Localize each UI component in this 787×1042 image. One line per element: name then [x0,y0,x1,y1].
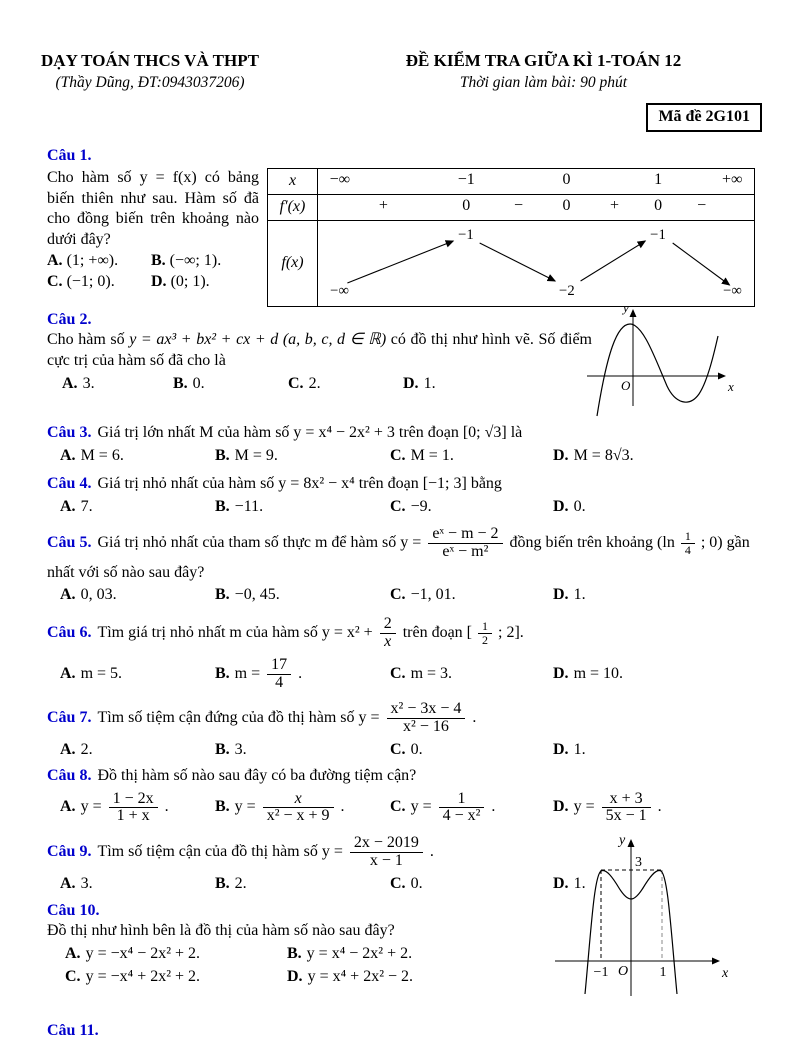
question-1-label: Câu 1. [47,147,92,165]
exam-code-row [0,103,787,132]
question-5-text-line2: nhất với số nào sau đây? [47,563,205,581]
y-axis-label: y [623,300,629,315]
question-4-text-row [47,474,755,495]
question-7 [47,699,755,760]
exam-code-box: Mã đề 2G101 [646,103,762,132]
question-8-text: Đồ thị hàm số nào sau đây có ba đường tiệm cận? [97,766,417,784]
question-8-options: A. y = $\frac{1 - 2x}{1 + x}$ . B. y = $\frac{x}{\text{x² − x + 9}}$ . C. y = $\frac{1}{\text{4 − x²}}$ . D. y = $\frac{x + 3}{5x - 1}$ . [60,789,662,825]
question-6-text-row: Câu 6. Tìm giá trị nhỏ nhất m của hàm số y = x² + $\frac{2}{x}$ trên đoạn [ $\frac{1}{2}$ ; 2]. [47,615,524,650]
exam-title: ĐỀ KIỂM TRA GIỮA KÌ 1-TOÁN 12 [405,51,682,70]
question-10-options: A. y = −x⁴ − 2x² + 2. B. y = x⁴ − 2x² + 2. C. y = −x⁴ + 2x² + 2. D. y = x⁴ + 2x² − 2. [65,945,414,985]
question-2-label: Câu 2. [47,310,92,328]
increase-arrow [347,241,453,283]
question-1-text: Cho hàm số y = f(x) có bảng biến thiên như sau. Hàm số đã cho đồng biến trên khoảng nào dưới đây? [47,168,259,249]
question-10-label: Câu 10. [47,901,100,919]
decrease-arrow [480,243,555,281]
cubic-graph [585,298,740,410]
max-value-label: 3 [635,855,642,870]
table-row-x-values: −∞ −1 0 1 +∞ [318,169,754,195]
question-7-options: A. 2. B. 3. C. 0. D. 1. [60,740,586,758]
question-5-options: A. 0, 03. B. −0, 45. C. −1, 01. D. 1. [60,586,586,604]
question-6-label: Câu 6. [47,624,92,642]
header-left [0,50,300,93]
question-5 [47,524,755,606]
question-8-label: Câu 8. [47,766,92,784]
question-7-text-row: Câu 7. Tìm số tiệm cận đứng của đồ thị hàm số y = $\frac{\text{x² − 3x − 4}}{\text{x² − 16}}$ . [47,700,477,736]
question-9-label: Câu 9. [47,843,92,861]
origin-label: O [621,378,631,393]
limit-value: −∞ [723,282,742,299]
question-10 [47,901,547,988]
variation-arrows-svg [318,221,754,299]
x-axis-label: x [722,966,729,981]
local-min-value: −2 [559,282,575,299]
x-tick-neg1: −1 [593,965,609,980]
question-9-options: A. 3. B. 2. C. 0. D. 1. [60,874,586,892]
cut-off-line [47,1021,737,1039]
question-3-text-row [47,423,755,444]
question-4-options: A. 7. B. −11. C. −9. D. 0. [60,498,586,516]
cut-off-question-label: Câu 11. [47,1022,99,1039]
table-row-f-diagram [318,221,754,306]
question-2-text: Cho hàm số y = ax³ + bx² + cx + d (a, b, c, d ∈ ℝ) có đồ thị như hình vẽ. Số điểm cực trị của hàm số đã cho là [47,331,597,370]
question-3-label: Câu 3. [47,423,92,441]
local-max-value: −1 [458,226,474,243]
table-row-fprime-label: f′(x) [268,195,318,221]
question-4-text: Giá trị nhỏ nhất của hàm số y = 8x² − x⁴ trên đoạn [−1; 3] bằng [97,475,502,493]
question-4-label: Câu 4. [47,475,92,493]
increase-arrow [581,241,646,281]
fraction: $\frac{2x - 2019}{x - 1}$ [350,835,423,870]
fraction: $\frac{2}{x}$ [380,616,396,651]
question-3 [47,423,755,467]
variation-table [267,168,755,307]
header-right [300,50,787,93]
question-9-text-row: Câu 9. Tìm số tiệm cận của đồ thị hàm số y = $\frac{2x - 2019}{x - 1}$ . [47,834,434,869]
fraction: $\frac{1 - 2x}{1 + x}$ [109,791,158,826]
fraction: $\frac{\text{x² − 3x − 4}}{\text{x² − 16}}$ [387,701,466,736]
table-row-fprime-values: + 0 − 0 + 0 − [318,195,754,221]
question-3-options: A. M = 6. B. M = 9. C. M = 1. D. M = 8√3. [60,446,634,464]
fraction-small: $\frac{1}{2}$ [478,620,492,646]
question-4 [47,474,755,518]
question-6 [47,614,755,693]
x-axis-label: x [728,379,734,394]
table-row-f-label: f(x) [268,221,318,306]
question-1-options-ab: A. (1; +∞). B. (−∞; 1). [47,252,222,270]
fraction: $\frac{\text{eˣ − m − 2}}{\text{eˣ − m²}}$ [428,526,502,561]
origin-label: O [618,964,629,979]
fraction: $\frac{1}{\text{4 − x²}}$ [439,791,485,826]
limit-value: −∞ [330,282,349,299]
decrease-arrow [673,243,730,285]
fraction-small: $\frac{1}{4}$ [681,530,695,556]
question-7-label: Câu 7. [47,709,92,727]
table-row-x-label: x [268,169,318,195]
cubic-curve [597,324,718,416]
y-axis-label: y [619,833,626,848]
question-5-label: Câu 5. [47,533,92,551]
question-10-text: Đồ thị như hình bên là đồ thị của hàm số nào sau đây? [47,922,395,940]
question-1 [47,146,755,307]
question-2-options: A. 3. B. 0. C. 2. D. 1. [62,375,436,393]
header [0,0,787,93]
question-8 [47,766,755,827]
question-6-options: A. m = 5. B. m = $\frac{17}{4}$ . C. m = 3. D. m = 10. [60,655,624,691]
x-tick-pos1: 1 [659,965,667,980]
fraction: $\frac{x + 3}{5x - 1}$ [602,791,651,826]
fraction: $\frac{17}{4}$ [267,657,291,692]
fraction: $\frac{x}{\text{x² − x + 9}}$ [263,791,334,826]
question-8-text-row [47,766,755,787]
local-max-value: −1 [650,226,666,243]
question-1-options-cd: C. (−1; 0). D. (0; 1). [47,272,210,290]
teacher-contact: (Thầy Dũng, ĐT:0943037206) [55,74,245,92]
question-5-text-row: Câu 5. Giá trị nhỏ nhất của tham số thực m để hàm số y = $\frac{\text{eˣ − m − 2}}{\text{eˣ − m²}}$ đồng biến trên khoảng (ln $\frac{1}{4}$ ; 0) gần [47,525,750,560]
quartic-graph [553,826,753,1004]
school-title: DẠY TOÁN THCS VÀ THPT [41,51,259,70]
exam-duration: Thời gian làm bài: 90 phút [459,74,628,92]
question-3-text: Giá trị lớn nhất M của hàm số y = x⁴ − 2x² + 3 trên đoạn [0; √3] là [97,423,523,441]
